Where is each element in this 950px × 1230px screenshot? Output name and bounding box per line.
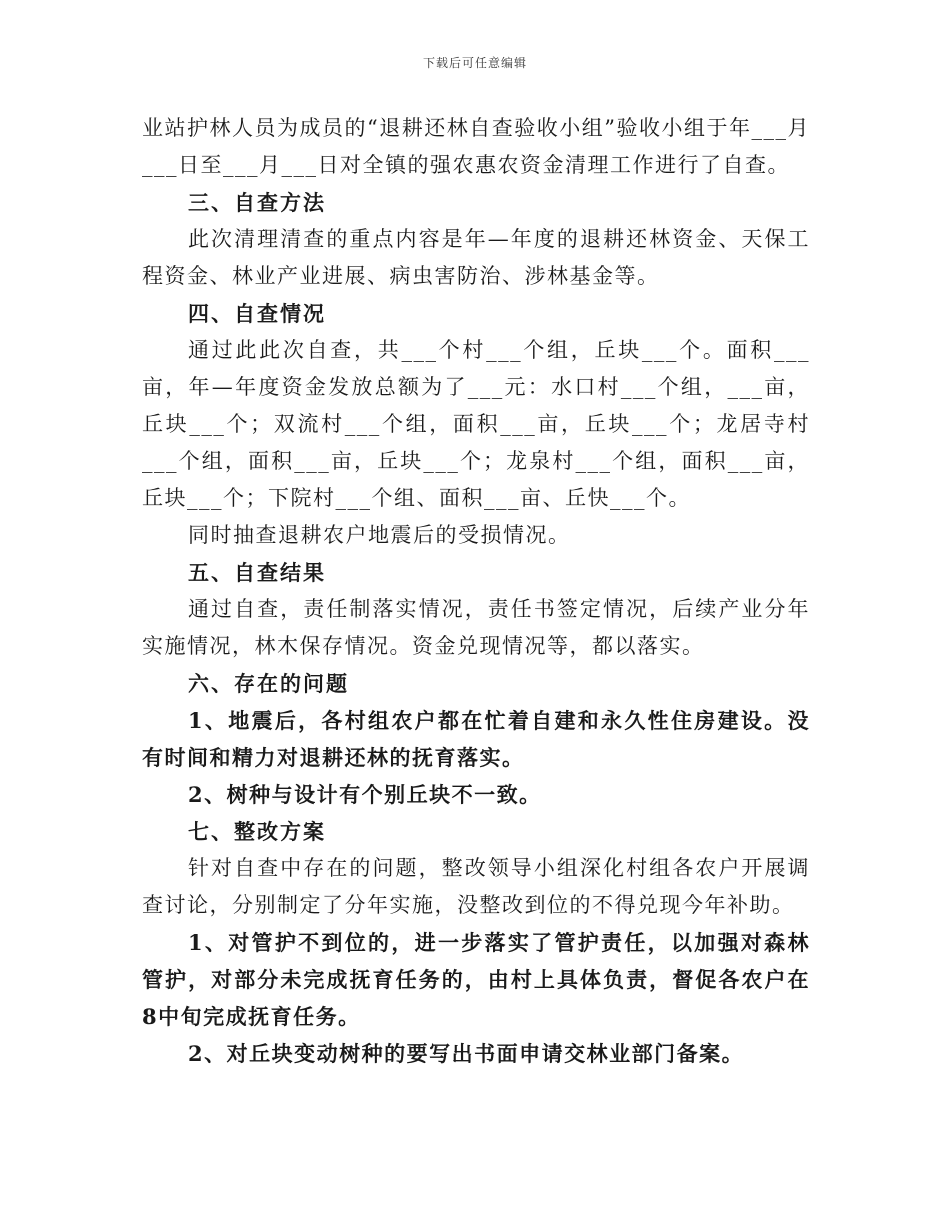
paragraph-method: 此次清理清查的重点内容是年—年度的退耕还林资金、天保工程资金、林业产业进展、病虫害防治、涉林基金等。 bbox=[142, 227, 810, 288]
paragraph-problem-2: 2、树种与设计有个别丘块不一致。 bbox=[188, 782, 542, 807]
paragraph-rectification: 针对自查中存在的问题，整改领导小组深化村组各农户开展调查讨论，分别制定了分年实施，没整改到位的不得兑现今年补助。 bbox=[142, 856, 810, 917]
header-note: 下载后可任意编辑 bbox=[422, 56, 527, 70]
heading-self-check-method: 三、自查方法 bbox=[188, 190, 326, 215]
heading-self-check-result: 五、自查结果 bbox=[188, 560, 326, 585]
paragraph-problem-1: 1、地震后，各村组农户都在忙着自建和永久性住房建设。没有时间和精力对退耕还林的抚育落实。 bbox=[142, 708, 810, 770]
paragraph-status: 通过此此次自查，共___个村___个组，丘块___个。面积___亩，年—年度资金发放总额为了___元：水口村___个组，___亩，丘块___个；双流村___个组，面积___亩，丘块___个；龙居寺村___个组，面积___亩，丘块___个；龙泉村___个组，面积___亩，丘块___个；下院村___个组、面积___亩、丘快___个。 bbox=[142, 338, 810, 510]
paragraph-continuation: 业站护林人员为成员的“退耕还林自查验收小组”验收小组于年___月___日至___月___日对全镇的强农惠农资金清理工作进行了自查。 bbox=[142, 116, 810, 177]
heading-self-check-status: 四、自查情况 bbox=[188, 301, 326, 326]
paragraph-earthquake-check: 同时抽查退耕农户地震后的受损情况。 bbox=[188, 523, 571, 547]
paragraph-rectification-1: 1、对管护不到位的，进一步落实了管护责任，以加强对森林管护，对部分未完成抚育任务的，由村上具体负责，督促各农户在8中旬完成抚育任务。 bbox=[142, 930, 810, 1029]
paragraph-result: 通过自查，责任制落实情况，责任书签定情况，后续产业分年实施情况，林木保存情况。资金兑现情况等，都以落实。 bbox=[142, 597, 810, 658]
paragraph-rectification-2: 2、对丘块变动树种的要写出书面申请交林业部门备案。 bbox=[188, 1041, 745, 1066]
document-body bbox=[142, 110, 810, 1072]
heading-existing-problems: 六、存在的问题 bbox=[188, 671, 349, 696]
heading-rectification-plan: 七、整改方案 bbox=[188, 819, 326, 844]
